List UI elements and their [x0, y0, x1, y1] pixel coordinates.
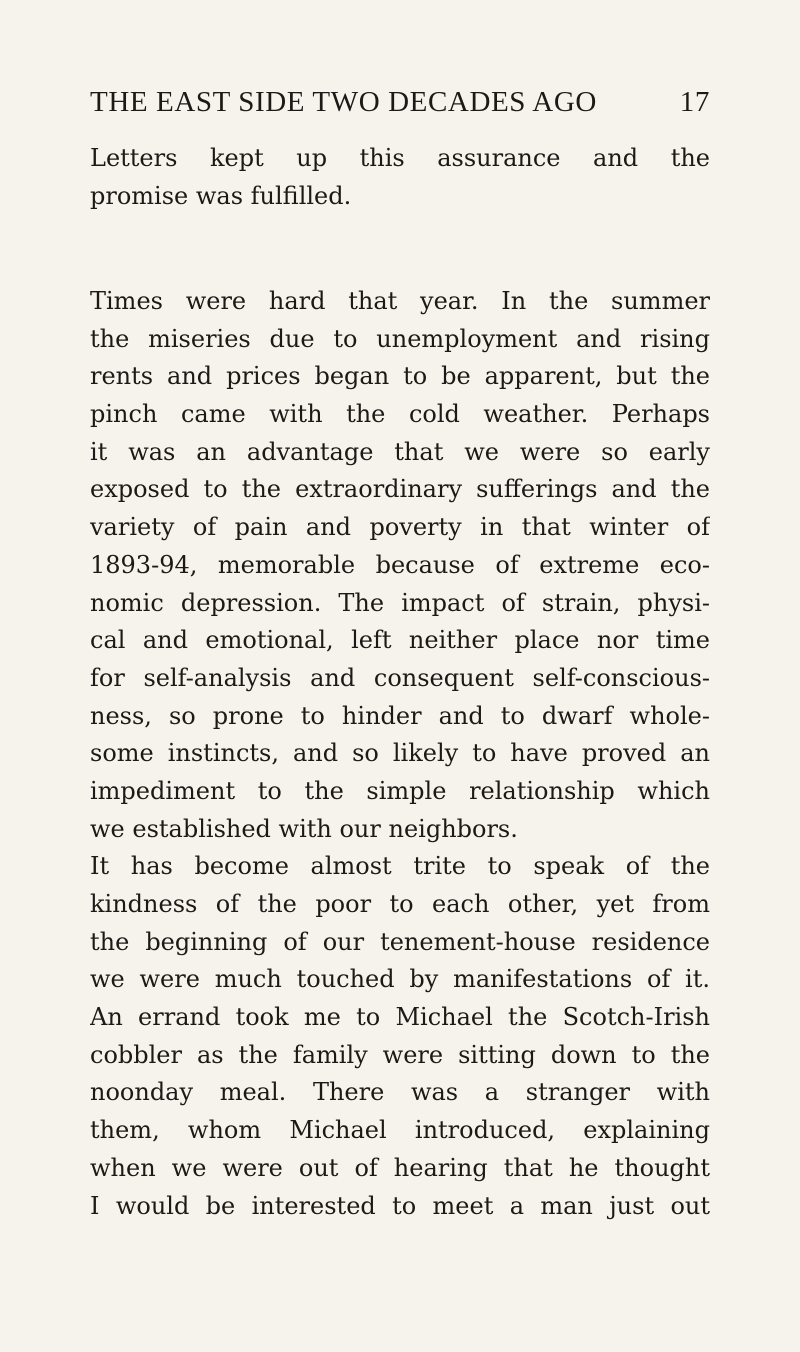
- text-line: rents and prices began to be apparent, but the: [90, 362, 710, 391]
- text-line: we were much touched by manifestations of it.: [90, 965, 710, 994]
- text-line: It has become almost trite to speak of the: [90, 852, 710, 881]
- text-line: 1893-94, memorable because of extreme eco-: [90, 550, 710, 579]
- text-line: it was an advantage that we were so early: [90, 437, 710, 466]
- page-number: 17: [679, 86, 710, 118]
- text-line: cobbler as the family were sitting down to the: [90, 1040, 710, 1069]
- text-line: noonday meal. There was a stranger with: [90, 1078, 710, 1107]
- text-line: cal and emotional, left neither place nor time: [90, 626, 710, 655]
- text-line: I would be interested to meet a man just out: [90, 1191, 710, 1220]
- body-text-top: [90, 140, 710, 215]
- text-line: the beginning of our tenement-house residence: [90, 927, 710, 956]
- paragraph: [90, 283, 710, 848]
- running-head: [90, 86, 710, 126]
- text-line: Letters kept up this assurance and the: [90, 144, 710, 172]
- text-line: them, whom Michael introduced, explaining: [90, 1116, 710, 1145]
- text-line: kindness of the poor to each other, yet from: [90, 890, 710, 918]
- text-line: impediment to the simple relationship which: [90, 776, 710, 805]
- paragraph: [90, 848, 710, 1225]
- text-line: nomic depression. The impact of strain, physi-: [90, 588, 710, 617]
- text-line: when we were out of hearing that he thought: [90, 1153, 710, 1182]
- text-line: exposed to the extraordinary sufferings and the: [90, 475, 710, 504]
- paragraph: [90, 140, 710, 215]
- text-line: some instincts, and so likely to have proved an: [90, 739, 710, 768]
- text-line: Times were hard that year. In the summer: [90, 287, 710, 315]
- text-line: promise was fulfilled.: [90, 181, 352, 210]
- text-line: the miseries due to unemployment and rising: [90, 324, 710, 353]
- body-text-main: [90, 283, 710, 1225]
- text-line: An errand took me to Michael the Scotch-Irish: [90, 1003, 710, 1032]
- chapter-title: THE EAST SIDE TWO DECADES AGO: [90, 86, 597, 118]
- text-line: pinch came with the cold weather. Perhaps: [90, 400, 710, 429]
- text-line: variety of pain and poverty in that winter of: [90, 513, 710, 542]
- text-line: for self-analysis and consequent self-conscious-: [90, 663, 710, 692]
- text-line: ness, so prone to hinder and to dwarf whole-: [90, 701, 710, 730]
- text-line: we established with our neighbors.: [90, 814, 518, 843]
